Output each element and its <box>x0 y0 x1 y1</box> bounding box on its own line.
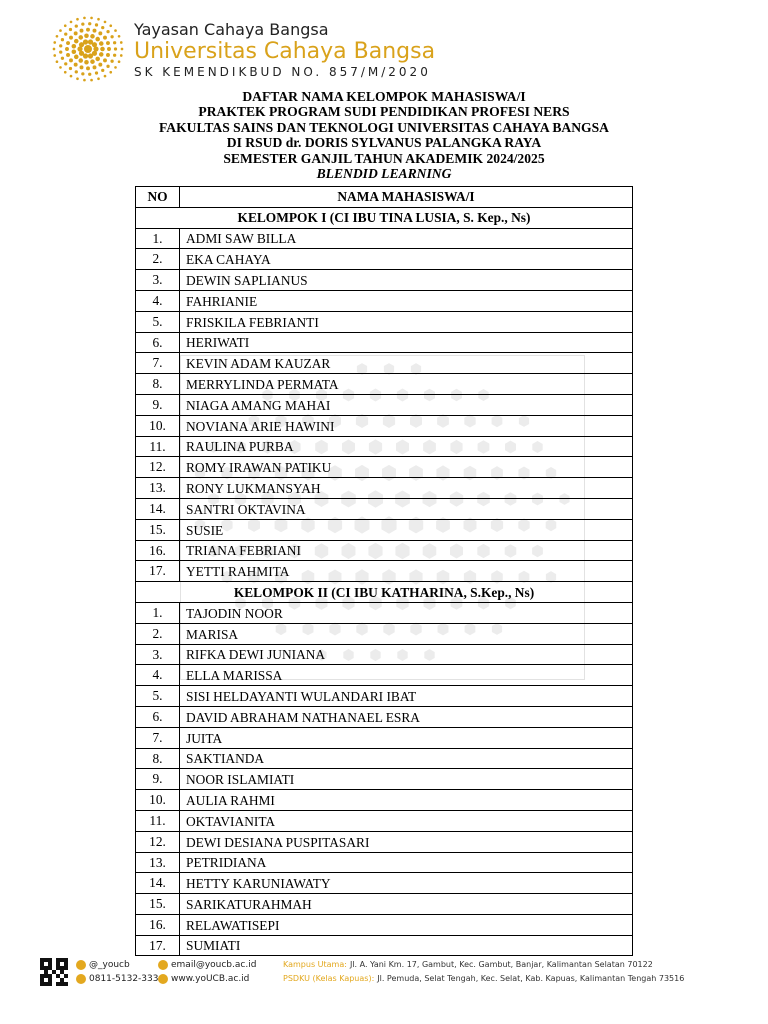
row-number: 7. <box>136 353 180 374</box>
header-no: NO <box>136 187 180 208</box>
student-name: RELAWATISEPI <box>180 914 633 935</box>
instagram-icon <box>76 960 86 970</box>
row-number: 1. <box>136 228 180 249</box>
decree-number: SK KEMENDIKBUD NO. 857/M/2020 <box>134 65 431 79</box>
student-roster-table <box>135 186 633 956</box>
row-number: 8. <box>136 374 180 395</box>
row-number: 8. <box>136 748 180 769</box>
row-number: 3. <box>136 644 180 665</box>
table-row <box>136 852 633 873</box>
row-number: 2. <box>136 249 180 270</box>
row-number: 13. <box>136 478 180 499</box>
footer-psdku <box>283 974 684 983</box>
student-name: SAKTIANDA <box>180 748 633 769</box>
student-name: HERIWATI <box>180 332 633 353</box>
letterhead-text <box>134 20 435 81</box>
row-number: 15. <box>136 894 180 915</box>
student-name: MERRYLINDA PERMATA <box>180 374 633 395</box>
group-title: KELOMPOK II (CI IBU KATHARINA, S.Kep., Ns) <box>136 582 633 603</box>
row-number: 12. <box>136 831 180 852</box>
row-number: 13. <box>136 852 180 873</box>
table-row <box>136 290 633 311</box>
row-number: 11. <box>136 436 180 457</box>
table-row <box>136 561 633 582</box>
student-name: YETTI RAHMITA <box>180 561 633 582</box>
student-name: NIAGA AMANG MAHAI <box>180 394 633 415</box>
subtitle: BLENDID LEARNING <box>316 166 452 182</box>
table-row <box>136 602 633 623</box>
row-number: 17. <box>136 935 180 956</box>
title-line-2: PRAKTEK PROGRAM SUDI PENDIDIKAN PROFESI NERS <box>198 104 570 120</box>
row-number: 2. <box>136 623 180 644</box>
footer-website[interactable] <box>158 974 249 984</box>
table-row <box>136 727 633 748</box>
group-title: KELOMPOK I (CI IBU TINA LUSIA, S. Kep., Ns) <box>136 207 633 228</box>
student-name: MARISA <box>180 623 633 644</box>
row-number: 16. <box>136 914 180 935</box>
row-number: 9. <box>136 394 180 415</box>
footer-instagram[interactable] <box>76 960 130 970</box>
student-name: NOOR ISLAMIATI <box>180 769 633 790</box>
student-name: FRISKILA FEBRIANTI <box>180 311 633 332</box>
university-logo-icon <box>48 14 128 84</box>
student-name: NOVIANA ARIE HAWINI <box>180 415 633 436</box>
psdku-address: Jl. Pemuda, Selat Tengah, Kec. Selat, Kab. Kapuas, Kalimantan Tengah 73516 <box>377 974 685 983</box>
website-url: www.yoUCB.ac.id <box>171 974 250 984</box>
table-row <box>136 831 633 852</box>
row-number: 14. <box>136 873 180 894</box>
footer-email[interactable] <box>158 960 256 970</box>
phone-number: 0811-5132-333 <box>89 974 159 984</box>
student-name: RONY LUKMANSYAH <box>180 478 633 499</box>
table-row <box>136 748 633 769</box>
table-row <box>136 478 633 499</box>
roster-body <box>136 207 633 956</box>
group-header-row <box>136 207 633 228</box>
student-name: AULIA RAHMI <box>180 790 633 811</box>
table-row <box>136 686 633 707</box>
student-name: ROMY IRAWAN PATIKU <box>180 457 633 478</box>
title-line-3: FAKULTAS SAINS DAN TEKNOLOGI UNIVERSITAS CAHAYA BANGSA <box>159 119 609 135</box>
table-row <box>136 249 633 270</box>
table-row <box>136 270 633 291</box>
table-row <box>136 353 633 374</box>
student-name: TRIANA FEBRIANI <box>180 540 633 561</box>
student-name: ADMI SAW BILLA <box>180 228 633 249</box>
footer-main-campus <box>283 960 653 969</box>
student-name: TAJODIN NOOR <box>180 602 633 623</box>
foundation-name: Yayasan Cahaya Bangsa <box>134 20 329 39</box>
table-row <box>136 498 633 519</box>
table-row <box>136 415 633 436</box>
student-name: JUITA <box>180 727 633 748</box>
student-name: HETTY KARUNIAWATY <box>180 873 633 894</box>
instagram-handle: @_youcb <box>89 960 130 970</box>
qr-code-icon <box>40 958 68 986</box>
main-campus-label: Kampus Utama: <box>283 960 347 969</box>
student-name: FAHRIANIE <box>180 290 633 311</box>
table-row <box>136 519 633 540</box>
row-number: 4. <box>136 290 180 311</box>
student-name: EKA CAHAYA <box>180 249 633 270</box>
whatsapp-icon <box>76 974 86 984</box>
globe-icon <box>158 974 168 984</box>
table-row <box>136 914 633 935</box>
email-address: email@youcb.ac.id <box>171 960 257 970</box>
table-row <box>136 810 633 831</box>
table-row <box>136 394 633 415</box>
email-icon <box>158 960 168 970</box>
table-row <box>136 644 633 665</box>
row-number: 3. <box>136 270 180 291</box>
table-row <box>136 332 633 353</box>
student-name: RIFKA DEWI JUNIANA <box>180 644 633 665</box>
document-title <box>0 89 768 181</box>
table-row <box>136 706 633 727</box>
table-row <box>136 228 633 249</box>
row-number: 10. <box>136 415 180 436</box>
table-row <box>136 374 633 395</box>
title-line-4: DI RSUD dr. DORIS SYLVANUS PALANGKA RAYA <box>226 135 542 151</box>
table-row <box>136 665 633 686</box>
student-name: OKTAVIANITA <box>180 810 633 831</box>
footer-phone[interactable] <box>76 974 158 984</box>
psdku-label: PSDKU (Kelas Kapuas): <box>283 974 375 983</box>
table-row <box>136 311 633 332</box>
table-row <box>136 623 633 644</box>
student-name: SUMIATI <box>180 935 633 956</box>
row-number: 10. <box>136 790 180 811</box>
footer <box>40 958 730 990</box>
student-name: DEWIN SAPLIANUS <box>180 270 633 291</box>
row-number: 15. <box>136 519 180 540</box>
row-number: 6. <box>136 332 180 353</box>
title-line-1: DAFTAR NAMA KELOMPOK MAHASISWA/I <box>242 89 526 104</box>
row-number: 11. <box>136 810 180 831</box>
row-number: 1. <box>136 602 180 623</box>
row-number: 6. <box>136 706 180 727</box>
table-row <box>136 873 633 894</box>
row-number: 12. <box>136 457 180 478</box>
table-row <box>136 935 633 956</box>
table-row <box>136 894 633 915</box>
table-row <box>136 457 633 478</box>
row-number: 17. <box>136 561 180 582</box>
title-line-5: SEMESTER GANJIL TAHUN AKADEMIK 2024/2025 <box>223 150 545 166</box>
student-name: RAULINA PURBA <box>180 436 633 457</box>
row-number: 4. <box>136 665 180 686</box>
row-number: 9. <box>136 769 180 790</box>
row-number: 5. <box>136 311 180 332</box>
row-number: 16. <box>136 540 180 561</box>
row-number: 14. <box>136 498 180 519</box>
group-header-row <box>136 582 633 603</box>
row-number: 5. <box>136 686 180 707</box>
table-row <box>136 540 633 561</box>
header-name: NAMA MAHASISWA/I <box>180 187 633 208</box>
letterhead <box>48 14 468 84</box>
student-name: KEVIN ADAM KAUZAR <box>180 353 633 374</box>
student-name: PETRIDIANA <box>180 852 633 873</box>
table-row <box>136 436 633 457</box>
table-header-row <box>136 187 633 208</box>
row-number: 7. <box>136 727 180 748</box>
student-name: SUSIE <box>180 519 633 540</box>
student-name: ELLA MARISSA <box>180 665 633 686</box>
student-name: SANTRI OKTAVINA <box>180 498 633 519</box>
table-row <box>136 769 633 790</box>
university-name: Universitas Cahaya Bangsa <box>134 39 436 64</box>
student-name: SISI HELDAYANTI WULANDARI IBAT <box>180 686 633 707</box>
main-campus-address: Jl. A. Yani Km. 17, Gambut, Kec. Gambut, Banjar, Kalimantan Selatan 70122 <box>349 960 653 969</box>
table-row <box>136 790 633 811</box>
student-name: DEWI DESIANA PUSPITASARI <box>180 831 633 852</box>
student-name: SARIKATURAHMAH <box>180 894 633 915</box>
student-name: DAVID ABRAHAM NATHANAEL ESRA <box>180 706 633 727</box>
